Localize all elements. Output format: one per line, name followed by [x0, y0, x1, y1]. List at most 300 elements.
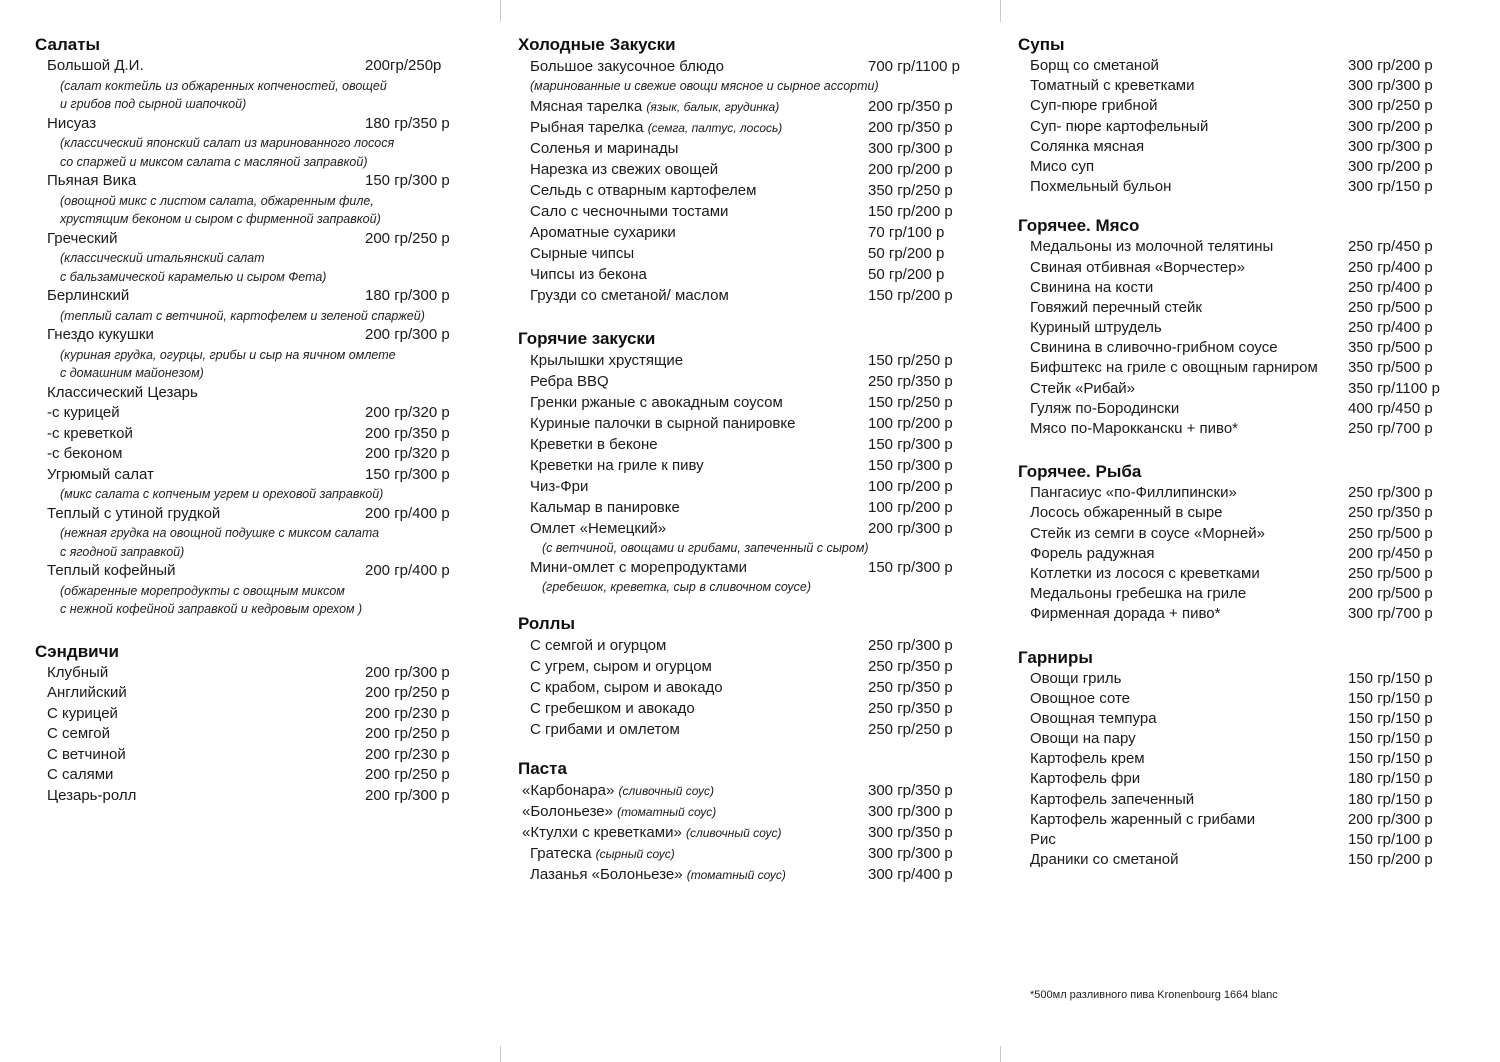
menu-item [1018, 157, 1458, 177]
menu-item [518, 719, 978, 740]
menu-item-name [47, 424, 133, 445]
menu-item-name-text: С семгой [47, 725, 111, 742]
menu-item-name [530, 518, 666, 539]
menu-item-price: 200 гр/400 р [365, 504, 450, 522]
menu-item [35, 424, 465, 445]
menu-item-description: (куриная грудка, огурцы, грибы и сыр на яичном омлете [60, 347, 396, 362]
menu-item-name [47, 56, 144, 77]
menu-item-price: 300 гр/200 р [1348, 117, 1433, 135]
menu-item [518, 455, 978, 476]
menu-item-name-text: Грузди со сметаной/ маслом [530, 286, 729, 304]
menu-item-name-text: Похмельный бульон [1030, 178, 1172, 196]
fold-mark-top-left [500, 0, 501, 22]
menu-item-name-text: Картофель жаренный с грибами [1030, 810, 1256, 828]
menu-item-name-text: «Карбонара» [522, 781, 619, 799]
menu-item-price: 200 гр/250 р [365, 725, 450, 742]
menu-item [1018, 604, 1458, 624]
menu-item-price: 300 гр/250 р [1348, 97, 1433, 115]
menu-item-name-text: Солянка мясная [1030, 137, 1145, 155]
menu-item [1018, 810, 1458, 830]
menu-item [518, 476, 978, 497]
menu-item-price: 350 гр/500 р [1348, 359, 1433, 377]
menu-item-price: 700 гр/1100 р [868, 58, 960, 75]
menu-item-price: 150 гр/150 р [1348, 750, 1433, 768]
menu-item-price: 150 гр/300 р [868, 559, 953, 576]
menu-item [1018, 399, 1458, 419]
menu-item-name [47, 325, 154, 346]
menu-item-name [47, 171, 136, 192]
menu-item [35, 444, 465, 465]
menu-item-price: 200 гр/320 р [365, 445, 450, 462]
section-cold-snacks [518, 34, 978, 306]
menu-item-price: 180 гр/300 р [365, 287, 450, 304]
menu-item [518, 557, 978, 578]
menu-item [1018, 850, 1458, 870]
menu-column-middle [518, 34, 978, 885]
menu-item-note: (сливочный соус) [685, 825, 782, 840]
menu-item-name-text: Мясо по-Марокканскu + пиво* [1030, 420, 1239, 437]
menu-item-name [47, 444, 122, 465]
menu-item-name-text: Овощи гриль [1030, 669, 1122, 687]
menu-item-price: 150 гр/200 р [868, 202, 953, 220]
menu-item-price: 250 гр/700 р [1348, 420, 1433, 437]
menu-item [518, 180, 978, 201]
menu-item-name-text: Фирменная дорада + пиво* [1030, 605, 1221, 623]
menu-item-name-text: Теплый кофейный [47, 562, 176, 579]
menu-item-price: 200 гр/320 р [365, 404, 450, 421]
menu-item-name-text: «Болоньезе» [522, 802, 618, 820]
menu-item-name-text: Рыбная тарелка [530, 118, 648, 136]
menu-item-price: 300 гр/300 р [1348, 77, 1433, 95]
menu-item-description: хрустящим беконом и сыром с фирменной заправкой) [60, 212, 381, 226]
menu-item-name [47, 403, 120, 424]
menu-item [518, 518, 978, 539]
menu-item-name-text: С грибами и омлетом [530, 720, 680, 738]
menu-item-name-text: Мисо суп [1030, 157, 1095, 175]
menu-item-price: 200 гр/230 р [365, 745, 450, 763]
menu-item-name [1030, 96, 1157, 116]
menu-item-name-text: Клубный [47, 663, 109, 681]
menu-item-name [530, 864, 786, 886]
menu-item-name-text: Свиная отбивная «Ворчестер» [1030, 258, 1245, 276]
menu-item-name [47, 504, 220, 525]
menu-item-name-text: Кальмар в панировке [530, 498, 680, 516]
section-gap [518, 597, 978, 613]
menu-item-name-text: С семгой и огурцом [530, 636, 667, 654]
section-gap [518, 306, 978, 328]
menu-item-name-text: Картофель запеченный [1030, 790, 1195, 808]
menu-item-description: с ягодной заправкой) [60, 544, 185, 559]
menu-item-name-text: Гуляж по-Бородински [1030, 399, 1180, 417]
menu-item-name-text: Картофель крем [1030, 750, 1145, 768]
section-title: Горячее. Рыба [1018, 462, 1142, 482]
menu-item-price: 300 гр/300 р [1348, 137, 1433, 155]
menu-item-description: с домашним майонезом) [60, 366, 204, 380]
menu-item-price: 150 гр/250 р [868, 393, 953, 411]
menu-item-note: (язык, балык, грудинка) [646, 99, 780, 114]
menu-item-name-text: Форель радужная [1030, 544, 1155, 562]
menu-item [518, 822, 978, 843]
menu-item-name-text: Свинина в сливочно-грибном соусе [1030, 339, 1278, 357]
menu-item [35, 56, 465, 77]
menu-item-name [1030, 117, 1208, 137]
menu-item-name-text: Томатный с креветками [1030, 77, 1195, 95]
menu-item-name [530, 350, 683, 371]
menu-item-price: 50 гр/200 р [868, 244, 945, 262]
menu-item-name [522, 801, 716, 823]
menu-item [1018, 689, 1458, 709]
menu-item-name [1030, 850, 1179, 870]
menu-item-name [47, 786, 136, 807]
menu-item-price: 150 гр/100 р [1348, 831, 1433, 848]
menu-item-name-text: Большое закусочное блюдо [530, 58, 724, 75]
menu-item [1018, 56, 1458, 76]
menu-item-price: 250 гр/350 р [868, 657, 953, 675]
menu-item [35, 325, 465, 346]
menu-item [1018, 137, 1458, 157]
menu-item-name-text: Классический Цезарь [47, 383, 198, 401]
menu-item [35, 683, 465, 704]
section-gap [1018, 625, 1458, 647]
menu-item-name [1030, 157, 1094, 177]
menu-item-description: (маринованные и свежие овощи мясное и сырное ассорти) [530, 79, 879, 93]
menu-item [1018, 278, 1458, 298]
menu-item-name-text: Лазанья «Болоньезе» [530, 865, 687, 883]
menu-item-name [1030, 318, 1162, 338]
menu-item [518, 497, 978, 518]
menu-item [35, 765, 465, 786]
section-title: Роллы [518, 613, 575, 633]
section-rolls [518, 613, 978, 740]
menu-item-name [530, 285, 729, 306]
menu-item-name [530, 413, 795, 434]
menu-item-name-text: С крабом, сыром и авокадо [530, 678, 723, 696]
menu-item-name-text: Драники со сметаной [1030, 851, 1179, 869]
menu-item-description: (классический японский салат из маринованного лосося [60, 136, 395, 150]
menu-item-name [530, 635, 666, 656]
section-sandwiches [35, 641, 465, 807]
menu-item-name-text: Стейк «Рибай» [1030, 379, 1136, 397]
menu-item-name-text: Соленья и маринады [530, 139, 679, 157]
menu-item [35, 745, 465, 766]
menu-item [1018, 749, 1458, 769]
menu-item-price: 250 гр/350 р [868, 372, 953, 390]
menu-item-price: 250 гр/500 р [1348, 524, 1433, 542]
menu-item-name [1030, 419, 1238, 439]
menu-item-name-text: Ребра BBQ [530, 372, 609, 390]
menu-item-price: 400 гр/450 р [1348, 399, 1433, 417]
menu-item [35, 561, 465, 582]
menu-item-price: 250 гр/400 р [1348, 278, 1433, 296]
menu-item [1018, 117, 1458, 137]
menu-column-right [1018, 34, 1458, 870]
menu-item-name [1030, 604, 1220, 624]
menu-item-name-text: Мини-омлет с морепродуктами [530, 559, 748, 576]
menu-item [518, 698, 978, 719]
menu-item-description: и грибов под сырной шапочкой) [60, 97, 247, 111]
menu-item-name-text: Крылышки хрустящие [530, 351, 684, 369]
menu-item-name [47, 704, 118, 725]
menu-item-price: 150 гр/150 р [1348, 709, 1433, 727]
menu-item-name [1030, 524, 1265, 544]
menu-item-name [1030, 830, 1056, 850]
menu-item-price: 300 гр/300 р [868, 139, 953, 157]
section-salads [35, 34, 465, 619]
menu-item-name [1030, 177, 1171, 197]
menu-item-name-text: Котлетки из лосося с креветками [1030, 564, 1260, 582]
menu-item [518, 843, 978, 864]
menu-item [1018, 96, 1458, 116]
menu-item-name [1030, 790, 1194, 810]
menu-item-name-text: Ароматные сухарики [530, 223, 676, 241]
menu-item-name [530, 843, 675, 865]
menu-item-name-text: Омлет «Немецкий» [530, 519, 667, 537]
menu-item-note: (томатный соус) [617, 804, 717, 819]
menu-item-price: 200 гр/300 р [365, 326, 450, 343]
menu-item-price: 150 гр/200 р [868, 286, 953, 304]
menu-item-name-text: Гнездо кукушки [47, 326, 154, 343]
menu-item [1018, 338, 1458, 358]
menu-item-name-text: -с беконом [47, 445, 123, 462]
menu-item-price: 300 гр/200 р [1348, 57, 1433, 74]
menu-item [35, 383, 465, 404]
menu-item [1018, 524, 1458, 544]
menu-item [1018, 318, 1458, 338]
menu-item-price: 150 гр/150 р [1348, 730, 1433, 748]
menu-item-name [1030, 564, 1260, 584]
menu-item-price: 200 гр/350 р [365, 424, 450, 442]
menu-item-price: 200 гр/250 р [365, 684, 450, 701]
menu-item-name [530, 201, 728, 222]
menu-item-note: (семга, палтус, лосось) [647, 120, 783, 135]
menu-item-price: 250 гр/450 р [1348, 238, 1433, 256]
menu-item [518, 243, 978, 264]
menu-item-price: 300 гр/400 р [868, 865, 953, 883]
menu-item-price: 200 гр/300 р [868, 519, 953, 537]
menu-item-price: 250 гр/350 р [868, 699, 953, 717]
menu-item-name-text: Креветки в беконе [530, 435, 658, 453]
menu-item-name-text: Куриный штрудель [1030, 319, 1162, 337]
menu-item-name [1030, 399, 1179, 419]
menu-item-name [47, 561, 175, 582]
menu-item [35, 465, 465, 486]
menu-item-name-text: Чипсы из бекона [530, 265, 647, 283]
menu-item-name-text: Пангасиус «по-Филлипински» [1030, 484, 1237, 502]
menu-item [1018, 177, 1458, 197]
menu-item-name [1030, 237, 1273, 257]
menu-item [35, 286, 465, 307]
menu-item-name [1030, 338, 1278, 358]
menu-item-name [530, 719, 680, 740]
menu-item-name [1030, 669, 1121, 689]
menu-item-name [1030, 749, 1145, 769]
menu-item [1018, 419, 1458, 439]
menu-item-price: 150 гр/300 р [365, 465, 450, 483]
menu-item-price: 350 гр/250 р [868, 181, 953, 199]
menu-item [518, 635, 978, 656]
menu-item-name [530, 138, 678, 159]
menu-item-description: (теплый салат с ветчиной, картофелем и зеленой спаржей) [60, 308, 425, 323]
menu-item [1018, 544, 1458, 564]
menu-item-name-text: Медальоны гребешка на гриле [1030, 585, 1247, 603]
menu-item-note: (томатный соус) [686, 867, 786, 882]
section-gap [1018, 439, 1458, 461]
menu-item-name [530, 476, 588, 497]
menu-item-name [530, 677, 723, 698]
menu-item [1018, 709, 1458, 729]
menu-item-description: с нежной кофейной заправкой и кедровым орехом ) [60, 602, 363, 616]
menu-item-description: (классический итальянский салат [60, 251, 265, 265]
menu-item-price: 300 гр/150 р [1348, 178, 1433, 196]
menu-item-price: 250 гр/400 р [1348, 319, 1433, 337]
section-title: Гарниры [1018, 647, 1093, 667]
menu-item-name-text: С салями [47, 766, 114, 783]
menu-item-price: 250 гр/350 р [868, 678, 953, 696]
menu-item [518, 117, 978, 138]
menu-item [35, 724, 465, 745]
menu-item-name-text: Лосось обжаренный в сыре [1030, 504, 1223, 522]
menu-item-name-text: -с курицей [47, 404, 120, 421]
menu-item-name [530, 656, 712, 677]
section-title: Супы [1018, 35, 1065, 54]
menu-item [518, 138, 978, 159]
menu-item-name-text: Нисуаз [47, 114, 97, 132]
menu-item [35, 403, 465, 424]
section-title: Салаты [35, 35, 101, 54]
menu-item-name-text: Говяжий перечный стейк [1030, 298, 1202, 316]
section-title: Горячее. Мясо [1018, 216, 1140, 236]
fold-mark-top-right [1000, 0, 1001, 22]
menu-item [518, 677, 978, 698]
menu-item [1018, 237, 1458, 257]
menu-item-name [522, 780, 714, 802]
menu-item [518, 864, 978, 885]
menu-item [35, 786, 465, 807]
menu-item-name [1030, 358, 1318, 378]
menu-item-price: 200 гр/350 р [868, 97, 953, 115]
menu-item-name-text: С гребешком и авокадо [530, 699, 695, 717]
menu-item-name [1030, 689, 1130, 709]
menu-item [518, 96, 978, 117]
menu-item [1018, 503, 1458, 523]
menu-item-name-text: Бифштекс на гриле с овощным гарниром [1030, 359, 1318, 377]
menu-item-price: 150 гр/300 р [868, 456, 953, 474]
menu-item-name-text: Суп- пюре картофельный [1030, 117, 1209, 135]
fold-mark-bottom-left [500, 1046, 501, 1062]
menu-item-name [1030, 584, 1246, 604]
menu-item-name [47, 683, 127, 704]
menu-item-description: (нежная грудка на овощной подушке с миксом салата [60, 526, 380, 540]
menu-item-name-text: Свинина на кости [1030, 278, 1154, 296]
menu-item [518, 371, 978, 392]
menu-item-name-text: Мясная тарелка [530, 97, 647, 115]
section-hot-snacks [518, 328, 978, 597]
menu-item [518, 201, 978, 222]
menu-item [1018, 379, 1458, 399]
menu-item-price: 200 гр/300 р [365, 786, 450, 804]
menu-item-name-text: Сырные чипсы [530, 244, 635, 262]
menu-item-price: 180 гр/350 р [365, 114, 450, 132]
menu-item-name-text: Креветки на гриле к пиву [530, 456, 704, 474]
section-pasta [518, 758, 978, 885]
menu-item [1018, 358, 1458, 378]
menu-item [35, 114, 465, 135]
menu-item-price: 250 гр/300 р [1348, 484, 1433, 502]
section-soups [1018, 34, 1458, 197]
menu-item-name-text: Нарезка из свежих овощей [530, 160, 719, 178]
menu-item-price: 200 гр/250 р [365, 766, 450, 783]
menu-item-name-text: Гренки ржаные с авокадным соусом [530, 393, 783, 411]
menu-item-name [530, 243, 634, 264]
menu-item-name-text: С ветчиной [47, 745, 126, 763]
menu-item-price: 350 гр/500 р [1348, 339, 1433, 357]
menu-item-price: 250 гр/250 р [868, 720, 953, 738]
section-title: Сэндвичи [35, 641, 119, 661]
menu-item-name [530, 392, 783, 413]
menu-item-name-text: Теплый с утиной грудкой [47, 504, 221, 522]
menu-item-name [1030, 709, 1157, 729]
menu-item-name-text: Борщ со сметаной [1030, 57, 1159, 74]
menu-item-name-text: Сало с чесночными тостами [530, 202, 729, 220]
menu-item [518, 285, 978, 306]
menu-item-name-text: Картофель фри [1030, 770, 1141, 788]
menu-item-name-text: Суп-пюре грибной [1030, 97, 1158, 115]
menu-item-name [530, 371, 609, 392]
menu-item-price: 180 гр/150 р [1348, 790, 1433, 808]
section-title: Паста [518, 758, 567, 778]
menu-item-name [530, 117, 782, 139]
menu-item-price: 300 гр/300 р [868, 844, 953, 862]
menu-item-name [1030, 137, 1144, 157]
menu-item-name-text: Сельдь с отварным картофелем [530, 181, 757, 199]
menu-item-name-text: Английский [47, 684, 127, 701]
menu-item-name-text: Овощная темпура [1030, 709, 1157, 727]
menu-item [1018, 769, 1458, 789]
menu-item-price: 300 гр/700 р [1348, 605, 1433, 623]
menu-item-name-text: Чиз-Фри [530, 477, 589, 495]
menu-item-name [530, 159, 718, 180]
menu-item-description: (микс салата с копченым угрем и ореховой заправкой) [60, 487, 384, 501]
menu-item-description: (с ветчиной, овощами и грибами, запеченный с сыром) [542, 540, 869, 555]
menu-item-name [47, 229, 117, 250]
menu-item [35, 663, 465, 684]
menu-item-price: 180 гр/150 р [1348, 770, 1433, 788]
menu-item-name [530, 56, 724, 77]
menu-item-name [1030, 729, 1136, 749]
menu-item-price: 300 гр/350 р [868, 781, 953, 799]
menu-item-name-text: -с креветкой [47, 424, 133, 442]
menu-item-name-text: Гратеска [530, 844, 596, 862]
section-hot-meat [1018, 215, 1458, 439]
menu-item-name-text: Цезарь-ролл [47, 786, 137, 804]
menu-item-name [530, 434, 658, 455]
menu-item-price: 200 гр/250 р [365, 229, 450, 247]
menu-item [518, 780, 978, 801]
menu-item-name-text: Овощное соте [1030, 689, 1131, 707]
menu-item [35, 504, 465, 525]
section-gap [35, 619, 465, 641]
menu-item-name [530, 264, 647, 285]
menu-item [518, 222, 978, 243]
menu-item [35, 704, 465, 725]
menu-item-name [1030, 258, 1245, 278]
menu-item-name [1030, 769, 1140, 789]
menu-item-name-text: Стейк из семги в соусе «Морней» [1030, 524, 1265, 542]
menu-item-name [1030, 379, 1135, 399]
menu-item-price: 150 гр/150 р [1348, 689, 1433, 707]
menu-item-name-text: Пьяная Вика [47, 172, 137, 189]
menu-item-name [530, 96, 779, 118]
